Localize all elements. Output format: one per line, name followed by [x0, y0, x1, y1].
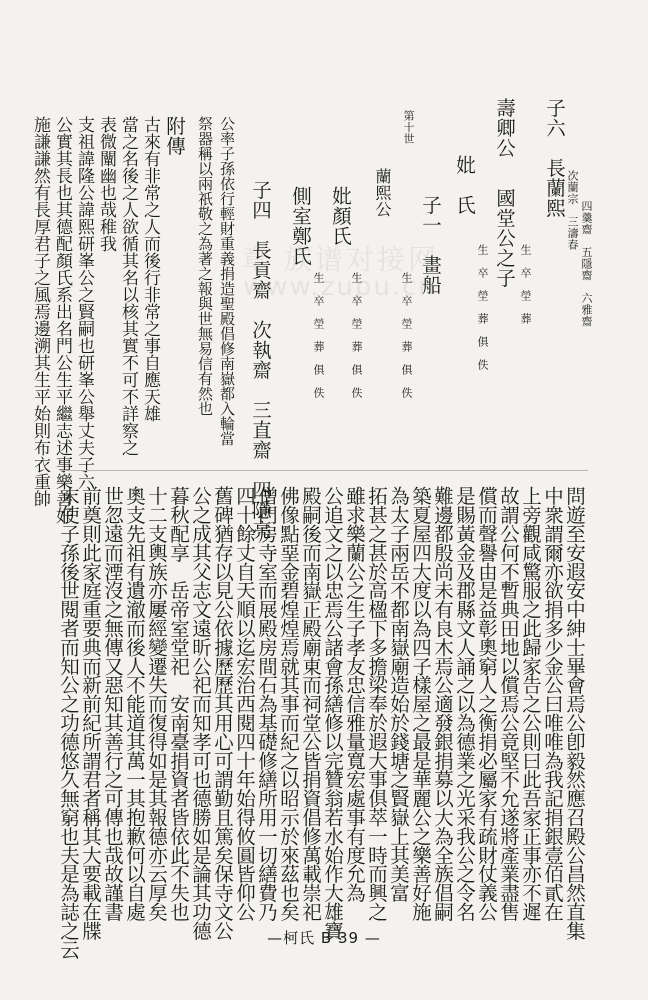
text-column: 雖求樂蘭公之生子孝友忠信雅量寬宏處事有度允為	[343, 486, 366, 902]
text-column: 償而聲譽由是益彰奧窮人之衡捐必屬家有疏財仗義公	[475, 486, 498, 921]
text-column: 奧支先祖有遺澈而後人不能道其萬一其抱歉何以自處	[123, 486, 146, 921]
text-column: 為太子兩岳不都南嶽廟造始於錢塘之賢嶽上其美富	[387, 486, 410, 902]
watermark-url: www.zupu.cn	[243, 272, 437, 302]
text-column: 世忽遠而湮沒之無傳又惡知其善行之可傳也哉故謹書	[101, 486, 124, 921]
text-column: 表微闡幽也哉稚我	[96, 116, 116, 252]
text-column: 公追文之以忠焉公諸會孫繕修以完贊翁若水始作大雄寶	[321, 486, 344, 940]
text-column: 僧門房寺室而展殿房間石為基礎修繕所用一切繕費乃	[255, 486, 278, 921]
text-column: 子六 長蘭熙	[543, 98, 566, 218]
note-column: 生 卒 塋 葬 俱 佚	[350, 272, 363, 399]
text-column: 公率子孫依行輕財重義捐造聖殿倡修南嶽都入輪當	[218, 116, 236, 446]
appendix-heading: 附傳	[163, 116, 186, 156]
text-column: 施謙謙然有長厚君子之風焉邊溯其生平始則布衣重帥	[30, 116, 50, 507]
text-column: 妣顏氏	[329, 186, 352, 246]
text-column: 難邊都殷尚未有良木焉公適發銀捐募以大為全族倡嗣	[431, 486, 454, 921]
text-column: 子一 畫船	[419, 155, 442, 295]
text-column: 蘭熙公	[373, 168, 392, 218]
note-column: 生 卒 塋 葬	[519, 244, 532, 325]
text-column: 支祖諱隆公諱熙研峯公之賢嗣也研峯公舉丈夫子六	[74, 116, 94, 490]
text-column: 子四 長貢齋 次執齋 三直齋 四隱亮	[249, 140, 272, 540]
text-column: 暮秋配享 岳帝室堂祀 安南臺捐資者皆依此不失也	[167, 486, 190, 921]
text-column: 國堂公之子	[493, 188, 516, 288]
text-column: 故謂公何不暫典田地以償焉公竟堅不允遂將產業盡售	[497, 486, 520, 921]
text-column: 問遊至安遐安中紳士畢會焉公卽毅然應召殿公昌然直集	[563, 486, 586, 940]
text-column: 公之成其父志文遠昕公祀而知孝可也德勝如是論其功德	[189, 486, 212, 940]
note-column: 次蘭宗 三濤春	[566, 170, 579, 251]
text-column: 築夏屋四大度以為四子樣屋之最是華麗公之樂善好施	[409, 486, 432, 921]
text-column: 祭器稱以兩祇敬之為著之報與世無易信有然也	[196, 116, 214, 416]
text-column: 前奠則此家庭重要典而新前紀所謂君者稱其大要載在牒	[79, 486, 102, 940]
text-column: 舊碑猶存以見公依據歷歷其用心可謂勤且篤矣保寺文公	[211, 486, 234, 940]
note-column: 生 卒 塋 葬 俱 佚	[312, 272, 325, 399]
note-column: 生 卒 塋 葬 俱 佚	[400, 272, 413, 399]
section-divider	[60, 470, 588, 471]
text-column: 側室鄭氏	[289, 186, 312, 266]
note-column: 生 卒 塋 葬 俱 佚	[476, 244, 489, 371]
watermark-text: 章 族谱对接网	[241, 243, 439, 276]
text-column: 公實其長也其德配顏氏系出名門公生平繼志述事樂善好	[52, 116, 72, 524]
text-column: 末使子孫後世閱者而知公之功德悠久無窮也夫是為誌之云	[57, 486, 80, 959]
text-column: 上旁觀咸驚服之此歸家告之公則曰此吾家正事亦不遲	[519, 486, 542, 921]
text-column: 拓甚之甚於高楹下多擔梁奉於遐大事俱萃一時而興之	[365, 486, 388, 921]
text-column: 壽卿公	[493, 98, 516, 158]
text-column: 當之名後之人欲循其名以核其實不可不詳察之	[118, 116, 138, 456]
text-column: 殿嗣後而南嶽正殿廟東而祠堂公皆捐資倡修萬載崇祀	[299, 486, 322, 921]
text-column: 十二支輿族亦屢經變遷失而復得如是其報德亦云厚矣	[145, 486, 168, 921]
page-number: —柯氏 B 39 —	[267, 929, 381, 947]
text-column: 是賜黃金及郡縣文人誦之以為德業之光采我公之令名	[453, 486, 476, 921]
text-column: 妣 氏	[453, 155, 476, 215]
text-column: 四十餘丈自天順以迄宏治西閱四十年始得攸圓皆仰公	[233, 486, 256, 921]
text-column: 佛像點堊金碧煌煌焉就其事而紀之以昭示於來茲也矣	[277, 486, 300, 921]
generation-heading: 第十世	[402, 110, 415, 145]
note-column: 四羹齋 五隱齋 六雅齋	[580, 166, 593, 327]
text-column: 古來有非常之人而後行非常之事自應天雄	[140, 116, 160, 422]
text-column: 中衆謂爾亦欲捐多少金公曰唯唯為我記捐銀壹佰貳在	[541, 486, 564, 921]
